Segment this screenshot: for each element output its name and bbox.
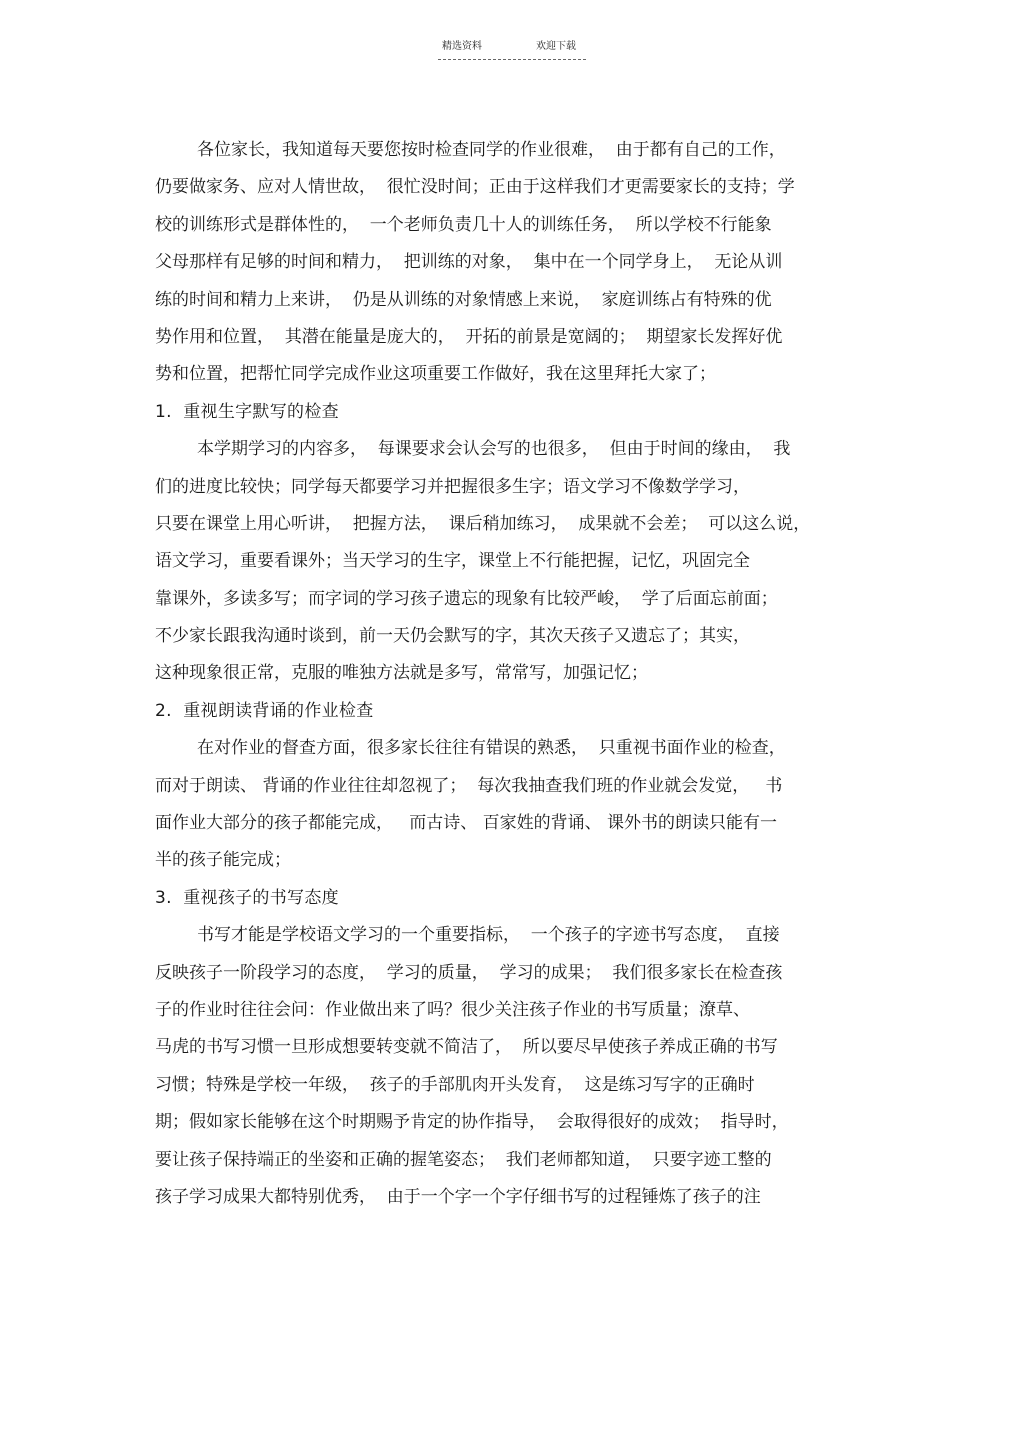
header-dashed-rule xyxy=(438,59,586,60)
paragraph-line: 校的训练形式是群体性的， 一个老师负责几十人的训练任务， 所以学校不行能象 xyxy=(155,214,772,235)
paragraph-line: 面作业大部分的孩子都能完成， 而古诗、 百家姓的背诵、 课外书的朗读只能有一 xyxy=(155,813,778,834)
paragraph-line: 父母那样有足够的时间和精力， 把训练的对象， 集中在一个同学身上， 无论从训 xyxy=(155,252,783,273)
paragraph-line: 仍要做家务、应对人情世故， 很忙没时间；正由于这样我们才更需要家长的支持；学 xyxy=(155,177,795,198)
page-header xyxy=(438,40,586,66)
section-heading: 1. 重视生字默写的检查 xyxy=(155,401,339,422)
paragraph-line: 本学期学习的内容多， 每课要求会认会写的也很多， 但由于时间的缘由， 我 xyxy=(197,439,791,460)
paragraph-line: 各位家长，我知道每天要您按时检查同学的作业很难， 由于都有自己的工作， xyxy=(197,140,786,160)
paragraph-line: 子的作业时往往会问：作业做出来了吗？很少关注孩子作业的书写质量；潦草、 xyxy=(155,999,750,1020)
paragraph-line: 势和位置，把帮忙同学完成作业这项重要工作做好，我在这里拜托大家了； xyxy=(155,364,716,385)
paragraph-line: 而对于朗读、 背诵的作业往往却忽视了； 每次我抽查我们班的作业就会发觉， 书 xyxy=(155,775,783,796)
header-right-text: 欢迎下载 xyxy=(536,41,576,52)
paragraph-line: 练的时间和精力上来讲， 仍是从训练的对象情感上来说， 家庭训练占有特殊的优 xyxy=(155,289,772,310)
paragraph-line: 只要在课堂上用心听讲， 把握方法， 课后稍加练习， 成果就不会差； 可以这么说， xyxy=(155,513,811,534)
paragraph-line: 期；假如家长能够在这个时期赐予肯定的协作指导， 会取得很好的成效； 指导时， xyxy=(155,1112,789,1133)
paragraph-line: 不少家长跟我沟通时谈到，前一天仍会默写的字，其次天孩子又遗忘了；其实， xyxy=(155,626,750,647)
paragraph-line: 这种现象很正常，克服的唯独方法就是多写，常常写，加强记忆； xyxy=(155,663,648,684)
paragraph-line: 孩子学习成果大都特别优秀， 由于一个字一个字仔细书写的过程锤炼了孩子的注 xyxy=(155,1186,761,1207)
paragraph-line: 在对作业的督查方面，很多家长往往有错误的熟悉， 只重视书面作业的检查， xyxy=(197,738,786,759)
paragraph-line: 书写才能是学校语文学习的一个重要指标， 一个孩子的字迹书写态度， 直接 xyxy=(197,925,780,946)
paragraph-line: 马虎的书写习惯一旦形成想要转变就不简洁了， 所以要尽早使孩子养成正确的书写 xyxy=(155,1037,778,1058)
paragraph-line: 们的进度比较快；同学每天都要学习并把握很多生字；语文学习不像数学学习， xyxy=(155,476,750,497)
section-heading: 2. 重视朗读背诵的作业检查 xyxy=(155,700,374,721)
paragraph-line: 要让孩子保持端正的坐姿和正确的握笔姿态； 我们老师都知道， 只要字迹工整的 xyxy=(155,1149,772,1170)
paragraph-line: 反映孩子一阶段学习的态度， 学习的质量， 学习的成果； 我们很多家长在检查孩 xyxy=(155,962,783,983)
paragraph-line: 半的孩子能完成； xyxy=(155,850,291,871)
paragraph-line: 势作用和位置， 其潜在能量是庞大的， 开拓的前景是宽阔的； 期望家长发挥好优 xyxy=(155,326,783,347)
paragraph-line: 语文学习，重要看课外；当天学习的生字，课堂上不行能把握，记忆，巩固完全 xyxy=(155,551,750,572)
header-left-text: 精选资料 xyxy=(442,41,482,52)
section-heading: 3. 重视孩子的书写态度 xyxy=(155,887,339,908)
paragraph-line: 习惯；特殊是学校一年级， 孩子的手部肌肉开头发育， 这是练习写字的正确时 xyxy=(155,1074,755,1095)
paragraph-line: 靠课外，多读多写；而字词的学习孩子遗忘的现象有比较严峻， 学了后面忘前面； xyxy=(155,588,778,609)
document-body xyxy=(155,132,875,1216)
